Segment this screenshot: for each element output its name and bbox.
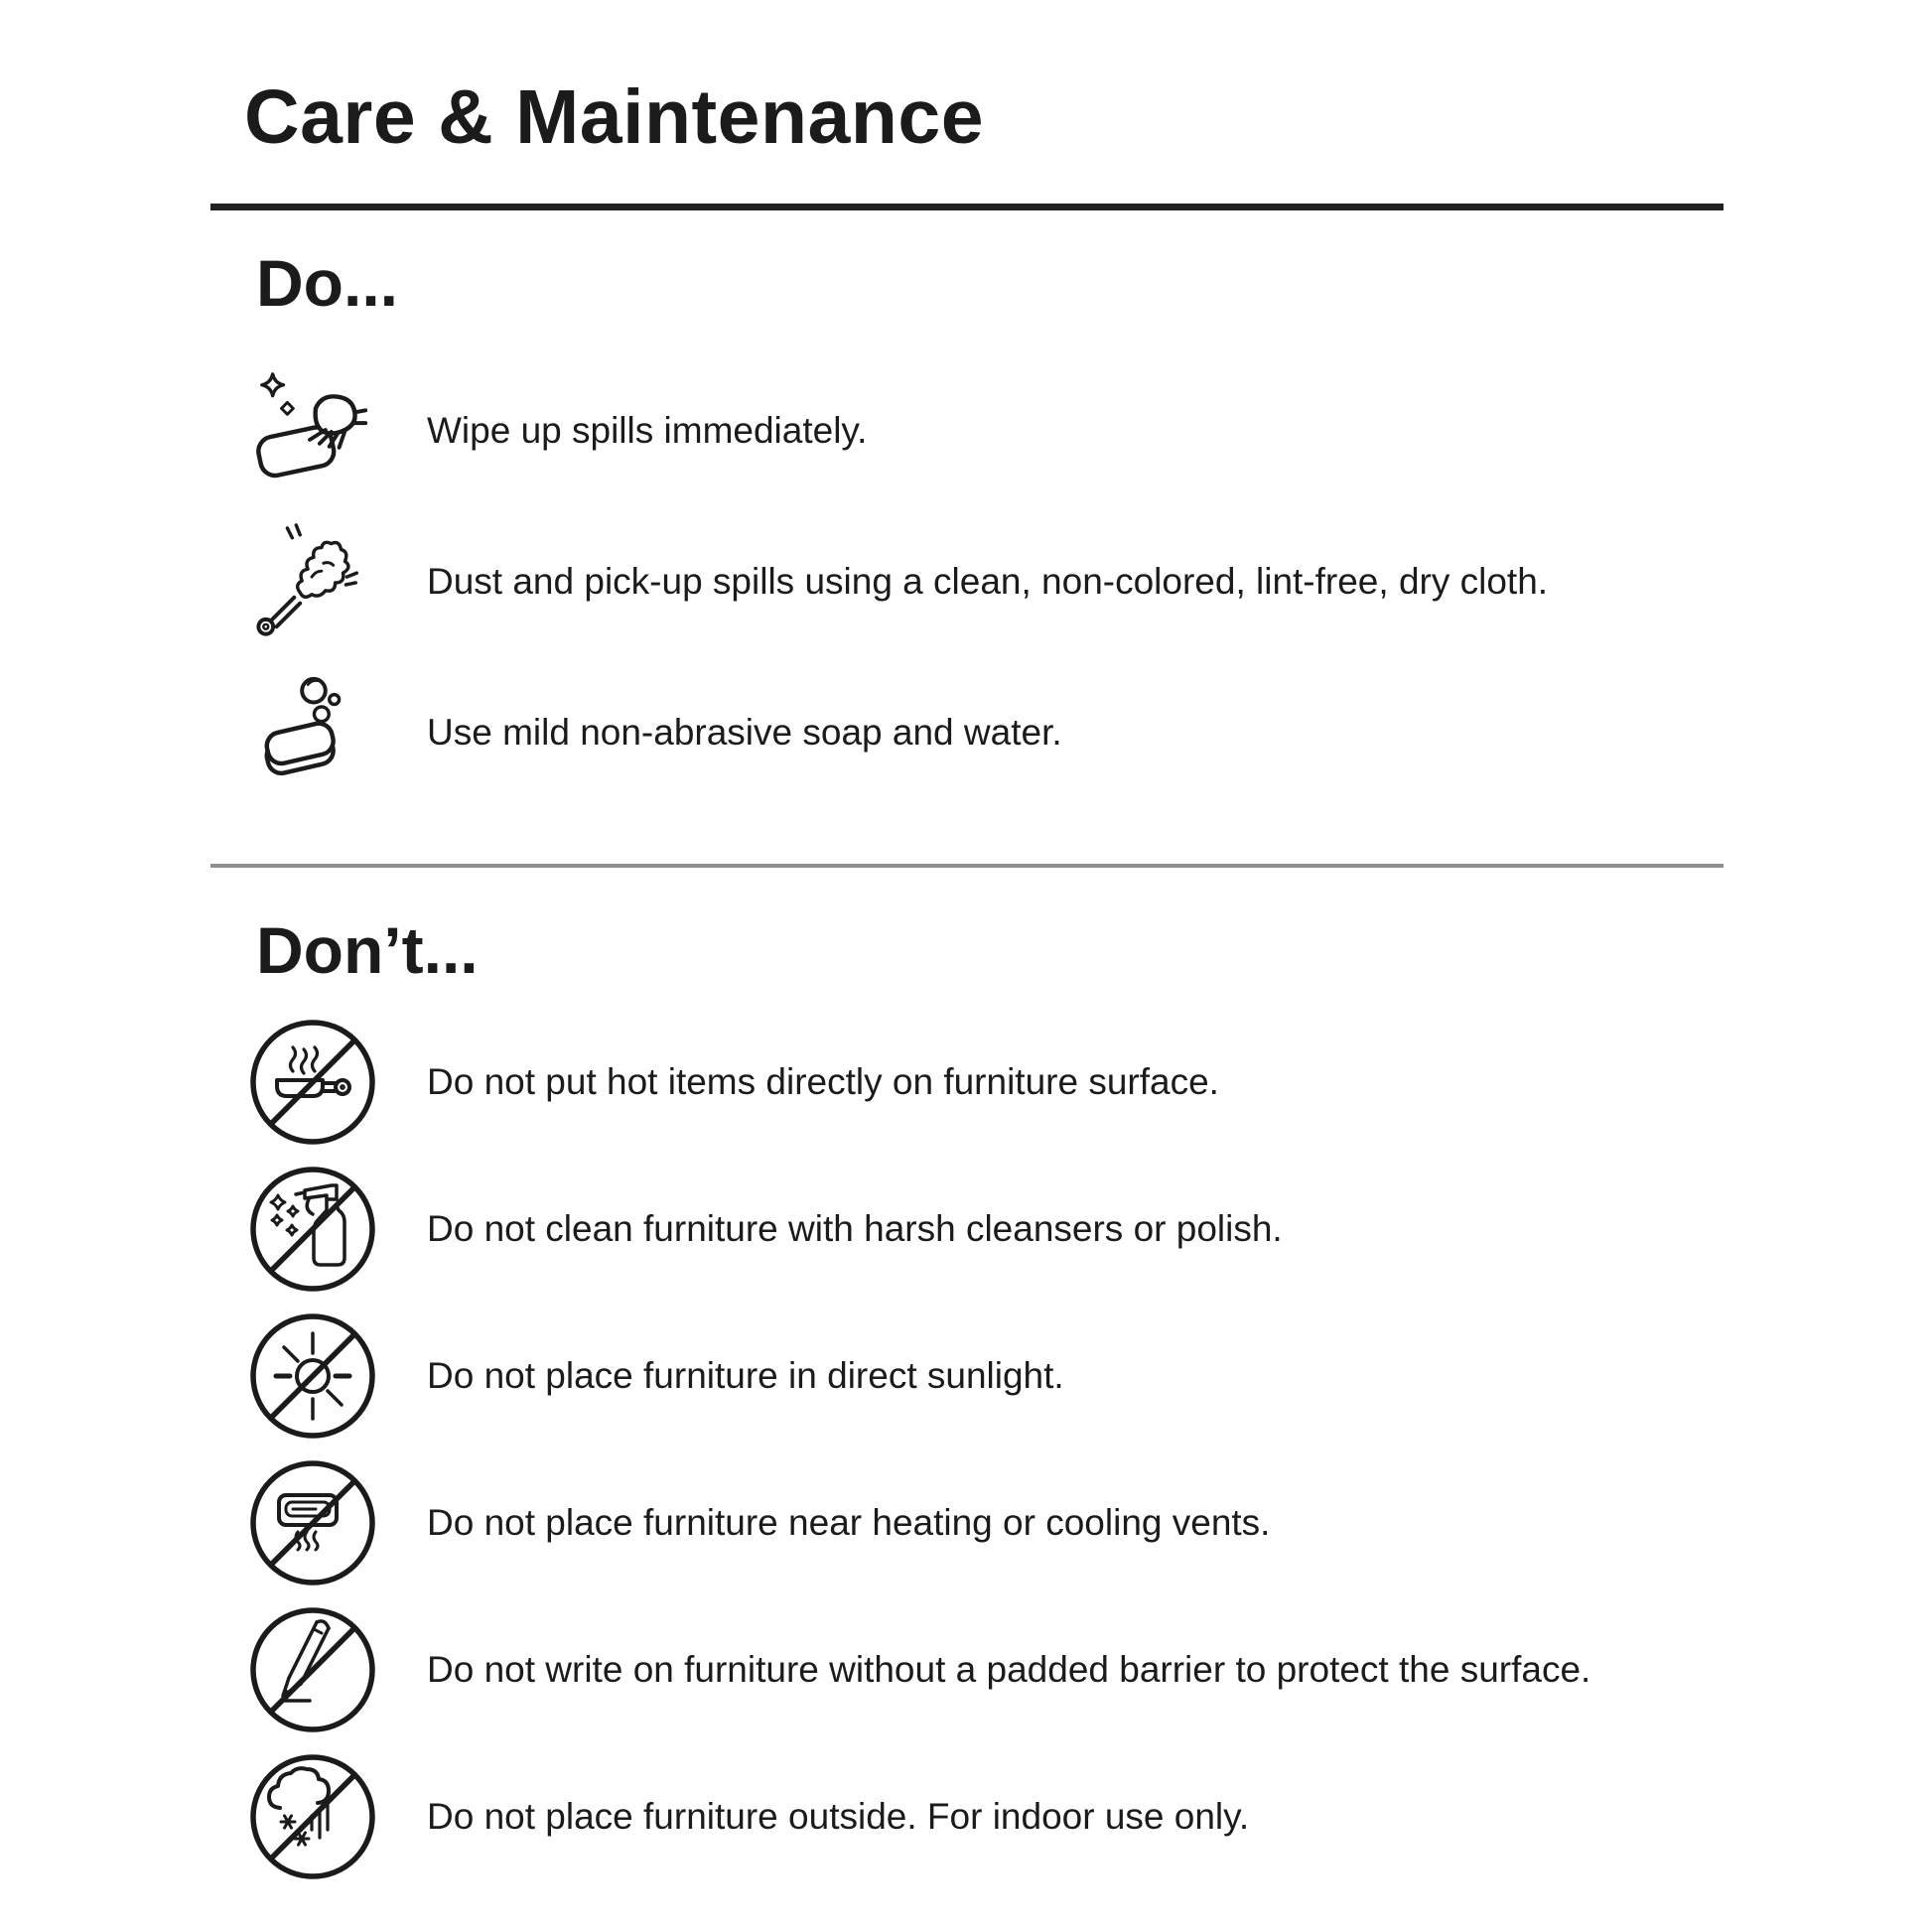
do-items	[210, 316, 1724, 808]
dont-item-text: Do not place furniture near heating or cooling vents.	[427, 1501, 1271, 1543]
no-hot-items-icon	[248, 1018, 377, 1147]
icon-cell	[210, 1018, 415, 1147]
icon-cell	[210, 369, 415, 492]
list-item	[210, 506, 1724, 657]
dont-item-text: Do not put hot items directly on furniture surface.	[427, 1060, 1219, 1102]
list-item	[210, 355, 1724, 506]
icon-cell	[210, 671, 415, 794]
dont-section	[210, 868, 1724, 1890]
dont-item-text: Do not write on furniture without a padded barrier to protect the surface.	[427, 1648, 1591, 1690]
do-item-text: Use mild non-abrasive soap and water.	[427, 711, 1062, 753]
dont-heading: Don’t...	[256, 913, 479, 987]
list-item	[210, 1449, 1724, 1596]
feather-duster-icon	[251, 520, 374, 643]
page-title: Care & Maintenance	[244, 74, 985, 160]
dont-item-text: Do not place furniture in direct sunlight.	[427, 1354, 1064, 1396]
do-section	[210, 210, 1724, 808]
dont-items	[210, 983, 1724, 1890]
icon-cell	[210, 1165, 415, 1294]
sponge-soap-icon	[251, 671, 374, 794]
no-harsh-cleansers-icon	[248, 1165, 377, 1294]
do-item-text: Dust and pick-up spills using a clean, non-colored, lint-free, dry cloth.	[427, 560, 1549, 602]
dont-item-text: Do not clean furniture with harsh cleansers or polish.	[427, 1207, 1283, 1249]
do-heading: Do...	[256, 246, 398, 320]
no-direct-sunlight-icon	[248, 1311, 377, 1441]
list-item	[210, 1303, 1724, 1449]
icon-cell	[210, 520, 415, 643]
icon-cell	[210, 1458, 415, 1587]
wipe-hand-icon	[251, 369, 374, 492]
icon-cell	[210, 1752, 415, 1881]
list-item	[210, 1009, 1724, 1156]
list-item	[210, 1156, 1724, 1303]
no-heating-vents-icon	[248, 1458, 377, 1587]
icon-cell	[210, 1605, 415, 1734]
do-item-text: Wipe up spills immediately.	[427, 409, 868, 451]
care-maintenance-sheet	[210, 0, 1724, 1890]
dont-item-text: Do not place furniture outside. For indoor use only.	[427, 1795, 1250, 1837]
list-item	[210, 657, 1724, 808]
list-item	[210, 1743, 1724, 1890]
list-item	[210, 1596, 1724, 1743]
icon-cell	[210, 1311, 415, 1441]
no-outdoor-use-icon	[248, 1752, 377, 1881]
no-writing-icon	[248, 1605, 377, 1734]
title-divider	[210, 204, 1724, 210]
